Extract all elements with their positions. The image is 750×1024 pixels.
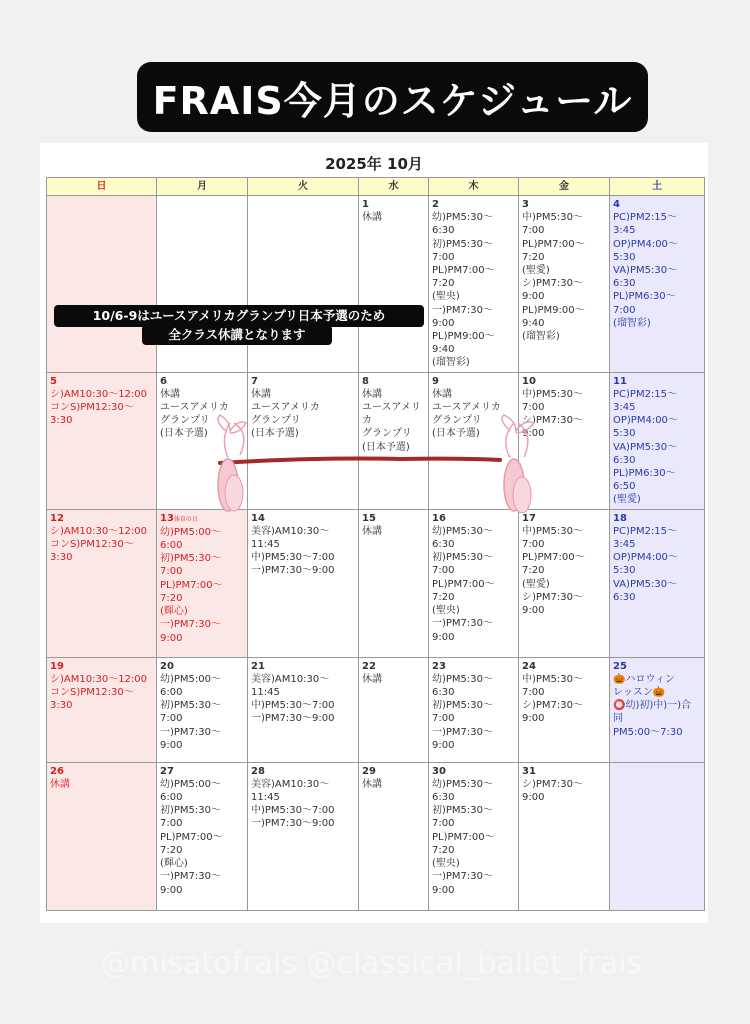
schedule-entry: ユースアメリ xyxy=(362,402,421,414)
schedule-entry: ユースアメリカ xyxy=(160,402,229,414)
schedule-entry: OP)PM4:00〜 xyxy=(613,238,678,250)
day-number: 28 xyxy=(251,765,265,777)
schedule-entry: 9:00 xyxy=(160,739,183,751)
calendar-day-cell xyxy=(610,372,705,509)
day-number: 20 xyxy=(160,660,174,672)
day-number: 31 xyxy=(522,765,536,777)
schedule-entry: (瑠智彩) xyxy=(432,357,470,369)
schedule-entry: (聖愛) xyxy=(522,578,550,590)
schedule-entry: PL)PM9:00〜 xyxy=(522,304,585,316)
schedule-entry: 6:00 xyxy=(160,687,183,699)
schedule-entry: PL)PM7:00〜 xyxy=(522,552,585,564)
schedule-entry: 7:20 xyxy=(432,591,455,603)
calendar-week-row xyxy=(47,762,705,910)
schedule-entry: PC)PM2:15〜 xyxy=(613,212,678,224)
schedule-entry: 11:45 xyxy=(251,792,280,804)
schedule-entry: 7:20 xyxy=(160,844,183,856)
schedule-entry: 5:30 xyxy=(613,565,636,577)
page-title: FRAIS今月のスケジュール xyxy=(137,62,648,132)
schedule-entry: 3:30 xyxy=(50,415,73,427)
calendar-day-cell xyxy=(157,762,248,910)
schedule-entry: PL)PM7:00〜 xyxy=(522,238,585,250)
schedule-entry: 休講 xyxy=(362,673,382,685)
schedule-entry: グランプリ xyxy=(362,428,412,440)
calendar-day-cell xyxy=(519,762,610,910)
schedule-entry: PL)PM7:00〜 xyxy=(432,578,495,590)
schedule-entry: 3:45 xyxy=(613,402,636,414)
calendar-day-cell xyxy=(248,196,359,373)
calendar-day-cell xyxy=(47,196,157,373)
calendar-day-cell xyxy=(248,762,359,910)
schedule-entry: (輝心) xyxy=(160,606,188,618)
schedule-entry: 7:00 xyxy=(432,818,455,830)
schedule-entry: 初)PM5:30〜 xyxy=(160,700,222,712)
schedule-entry: PL)PM7:00〜 xyxy=(432,265,495,277)
schedule-entry: 6:30 xyxy=(432,792,455,804)
pointe-shoe-right-icon xyxy=(470,413,550,513)
schedule-entry: (聖愛) xyxy=(613,494,641,506)
day-number: 16 xyxy=(432,512,446,524)
calendar-day-cell xyxy=(610,657,705,762)
day-number: 22 xyxy=(362,660,376,672)
schedule-entry: 幼)PM5:30〜 xyxy=(432,212,494,224)
schedule-entry: 7:00 xyxy=(160,566,183,578)
schedule-entry: 7:20 xyxy=(160,592,183,604)
schedule-entry: VA)PM5:30〜 xyxy=(613,265,678,277)
schedule-entry: コンS)PM12:30〜 xyxy=(50,539,134,551)
schedule-entry: 一)PM7:30〜 xyxy=(432,618,494,630)
schedule-entry: 7:20 xyxy=(432,278,455,290)
schedule-entry: 3:45 xyxy=(613,539,636,551)
schedule-entry: コンS)PM12:30〜 xyxy=(50,402,134,414)
schedule-entry: 美容)AM10:30〜 xyxy=(251,778,330,790)
schedule-entry: PL)PM7:00〜 xyxy=(160,831,223,843)
schedule-entry: 7:00 xyxy=(522,687,545,699)
calendar-day-cell xyxy=(47,509,157,657)
schedule-entry: (瑠智彩) xyxy=(613,317,651,329)
schedule-entry: PL)PM7:00〜 xyxy=(160,579,223,591)
schedule-entry: 中)PM5:30〜 xyxy=(522,212,584,224)
schedule-entry: 一)PM7:30〜 xyxy=(432,871,494,883)
schedule-entry: 11:45 xyxy=(251,539,280,551)
schedule-entry: 7:00 xyxy=(432,565,455,577)
calendar-day-cell xyxy=(359,657,429,762)
schedule-entry: 9:00 xyxy=(522,428,545,440)
schedule-entry: シ)PM7:30〜 xyxy=(522,778,584,790)
day-number: 17 xyxy=(522,512,536,524)
schedule-entry: 休講 xyxy=(362,525,382,537)
calendar-day-cell xyxy=(610,762,705,910)
schedule-entry: 一)PM7:30〜9:00 xyxy=(251,565,335,577)
calendar-day-cell xyxy=(610,196,705,373)
schedule-entry: 初)PM5:30〜 xyxy=(432,700,494,712)
schedule-entry: 休講 xyxy=(160,388,180,400)
schedule-entry: グランプリ xyxy=(432,415,482,427)
schedule-entry: 9:00 xyxy=(522,605,545,617)
schedule-entry: シ)PM7:30〜 xyxy=(522,700,584,712)
schedule-entry: シ)PM7:30〜 xyxy=(522,591,584,603)
calendar-day-cell xyxy=(429,657,519,762)
schedule-entry: ⭕幼)初)中)一)合 xyxy=(613,700,692,712)
notice-line2: 全クラス休講となります xyxy=(142,325,332,345)
schedule-entry: 7:20 xyxy=(522,251,545,263)
day-number: 11 xyxy=(613,375,627,387)
weekday-header: 土 xyxy=(610,178,705,196)
day-number: 15 xyxy=(362,512,376,524)
schedule-entry: シ)AM10:30〜12:00 xyxy=(50,525,148,537)
day-number: 5 xyxy=(50,375,57,387)
schedule-entry: 初)PM5:30〜 xyxy=(432,552,494,564)
schedule-entry: 休講 xyxy=(251,388,271,400)
day-number: 23 xyxy=(432,660,446,672)
schedule-entry: 美容)AM10:30〜 xyxy=(251,673,330,685)
schedule-entry: 9:00 xyxy=(432,739,455,751)
schedule-entry: 休講 xyxy=(362,388,382,400)
schedule-entry: 初)PM5:30〜 xyxy=(160,553,222,565)
calendar-day-cell xyxy=(157,196,248,373)
calendar-day-cell xyxy=(610,509,705,657)
weekday-header: 木 xyxy=(429,178,519,196)
schedule-entry: 9:00 xyxy=(432,631,455,643)
schedule-entry: 3:45 xyxy=(613,225,636,237)
day-number: 7 xyxy=(251,375,258,387)
calendar-title: 2025年 10月 xyxy=(325,155,423,173)
schedule-entry: 中)PM5:30〜7:00 xyxy=(251,805,335,817)
schedule-entry: 中)PM5:30〜 xyxy=(522,388,584,400)
schedule-entry: 中)PM5:30〜7:00 xyxy=(251,552,335,564)
schedule-entry: 幼)PM5:00〜 xyxy=(160,673,222,685)
day-number: 10 xyxy=(522,375,536,387)
schedule-entry: (日本予選) xyxy=(251,428,299,440)
schedule-entry: 6:30 xyxy=(432,225,455,237)
schedule-entry: 初)PM5:30〜 xyxy=(160,805,222,817)
calendar-week-row xyxy=(47,509,705,657)
schedule-entry: ユースアメリカ xyxy=(251,402,320,414)
day-number: 13 xyxy=(160,512,174,524)
calendar-sheet xyxy=(40,143,708,923)
schedule-entry: 6:00 xyxy=(160,540,183,552)
schedule-entry: (日本予選) xyxy=(432,428,480,440)
day-number: 12 xyxy=(50,512,64,524)
pointe-shoe-left-icon xyxy=(200,413,270,513)
schedule-entry: PC)PM2:15〜 xyxy=(613,525,678,537)
schedule-entry: 休講 xyxy=(362,778,382,790)
schedule-entry: 7:00 xyxy=(432,713,455,725)
day-number: 1 xyxy=(362,199,369,210)
weekday-header: 日 xyxy=(47,178,157,196)
day-number: 21 xyxy=(251,660,265,672)
schedule-entry: PL)PM9:00〜 xyxy=(432,331,495,343)
schedule-entry: 6:30 xyxy=(432,539,455,551)
schedule-entry: 9:00 xyxy=(160,632,183,644)
schedule-entry: 一)PM7:30〜9:00 xyxy=(251,818,335,830)
day-number: 25 xyxy=(613,660,627,672)
schedule-entry: (輝心) xyxy=(160,858,188,870)
day-number: 30 xyxy=(432,765,446,777)
calendar-day-cell xyxy=(429,196,519,373)
schedule-entry: 7:20 xyxy=(432,844,455,856)
schedule-entry: 中)PM5:30〜7:00 xyxy=(251,700,335,712)
schedule-entry: 幼)PM5:30〜 xyxy=(432,525,494,537)
schedule-entry: シ)PM7:30〜 xyxy=(522,278,584,290)
schedule-entry: 6:30 xyxy=(432,687,455,699)
watermark: @misatofrais @classical_ballet_frais xyxy=(100,946,643,981)
schedule-entry: 7:00 xyxy=(160,713,183,725)
day-number: 2 xyxy=(432,199,439,210)
schedule-entry: VA)PM5:30〜 xyxy=(613,578,678,590)
schedule-entry: 一)PM7:30〜 xyxy=(160,619,222,631)
calendar-grid xyxy=(46,177,705,911)
day-number: 26 xyxy=(50,765,64,777)
schedule-entry: 9:00 xyxy=(522,713,545,725)
schedule-entry: 5:30 xyxy=(613,428,636,440)
calendar-day-cell xyxy=(157,509,248,657)
calendar-day-cell xyxy=(519,196,610,373)
calendar-day-cell xyxy=(519,509,610,657)
schedule-entry: 🎃ハロウィン xyxy=(613,673,675,685)
schedule-entry: 休講 xyxy=(432,388,452,400)
schedule-entry: (聖央) xyxy=(432,605,460,617)
schedule-entry: 7:00 xyxy=(613,304,636,316)
schedule-entry: 9:00 xyxy=(432,884,455,896)
schedule-entry: 幼)PM5:00〜 xyxy=(160,778,222,790)
schedule-entry: 中)PM5:30〜 xyxy=(522,673,584,685)
schedule-entry: 幼)PM5:00〜 xyxy=(160,526,222,538)
schedule-entry: 7:00 xyxy=(160,818,183,830)
schedule-entry: 3:30 xyxy=(50,552,73,564)
notice-line1: 10/6-9はユースアメリカグランプリ日本予選のため xyxy=(54,305,424,327)
schedule-entry: グランプリ xyxy=(251,415,301,427)
schedule-entry: 9:40 xyxy=(432,344,455,356)
day-number: 29 xyxy=(362,765,376,777)
day-number: 6 xyxy=(160,375,167,387)
schedule-entry: ユースアメリカ xyxy=(432,402,501,414)
calendar-week-row xyxy=(47,657,705,762)
schedule-entry: 6:30 xyxy=(613,591,636,603)
calendar-day-cell xyxy=(429,762,519,910)
schedule-entry: 同 xyxy=(613,713,623,725)
schedule-entry: PM5:00〜7:30 xyxy=(613,726,683,738)
calendar-day-cell xyxy=(429,509,519,657)
schedule-entry: 一)PM7:30〜 xyxy=(432,726,494,738)
weekday-header: 水 xyxy=(359,178,429,196)
calendar-day-cell xyxy=(248,657,359,762)
schedule-entry: 一)PM7:30〜9:00 xyxy=(251,713,335,725)
calendar-week-row xyxy=(47,196,705,373)
schedule-entry: 9:00 xyxy=(522,792,545,804)
schedule-entry: シ)AM10:30〜12:00 xyxy=(50,673,148,685)
schedule-entry: PL)PM6:30〜 xyxy=(613,468,676,480)
schedule-entry: OP)PM4:00〜 xyxy=(613,552,678,564)
schedule-entry: PL)PM6:30〜 xyxy=(613,291,676,303)
day-number: 18 xyxy=(613,512,627,524)
schedule-entry: 一)PM7:30〜 xyxy=(160,726,222,738)
schedule-entry: (瑠智彩) xyxy=(522,331,560,343)
schedule-entry: 9:00 xyxy=(160,884,183,896)
schedule-entry: 7:00 xyxy=(522,539,545,551)
schedule-entry: グランプリ xyxy=(160,415,210,427)
schedule-entry: シ)PM7:30〜 xyxy=(522,415,584,427)
schedule-entry: 7:20 xyxy=(522,565,545,577)
schedule-entry: (日本予選) xyxy=(362,441,410,453)
schedule-entry: OP)PM4:00〜 xyxy=(613,415,678,427)
day-number: 9 xyxy=(432,375,439,387)
calendar-day-cell xyxy=(157,657,248,762)
schedule-entry: レッスン🎃 xyxy=(613,687,666,699)
schedule-entry: 6:00 xyxy=(160,792,183,804)
day-number: 8 xyxy=(362,375,369,387)
weekday-header: 金 xyxy=(519,178,610,196)
schedule-entry: (聖央) xyxy=(432,858,460,870)
schedule-entry: コンS)PM12:30〜 xyxy=(50,687,134,699)
schedule-entry: 幼)PM5:30〜 xyxy=(432,673,494,685)
calendar-day-cell xyxy=(359,509,429,657)
calendar-day-cell xyxy=(359,762,429,910)
weekday-header-row xyxy=(47,178,705,196)
schedule-entry: 美容)AM10:30〜 xyxy=(251,525,330,537)
schedule-entry: 9:00 xyxy=(432,317,455,329)
schedule-entry: カ xyxy=(362,415,372,427)
schedule-entry: 休講 xyxy=(362,212,382,224)
schedule-entry: (聖央) xyxy=(432,291,460,303)
schedule-entry: 7:00 xyxy=(522,225,545,237)
schedule-entry: 幼)PM5:30〜 xyxy=(432,778,494,790)
schedule-entry: VA)PM5:30〜 xyxy=(613,441,678,453)
schedule-entry: PC)PM2:15〜 xyxy=(613,388,678,400)
schedule-entry: 7:00 xyxy=(432,251,455,263)
calendar-day-cell xyxy=(47,372,157,509)
schedule-entry: 一)PM7:30〜 xyxy=(432,304,494,316)
schedule-entry: 初)PM5:30〜 xyxy=(432,238,494,250)
calendar-day-cell xyxy=(519,657,610,762)
schedule-entry: 中)PM5:30〜 xyxy=(522,525,584,537)
schedule-entry: 7:00 xyxy=(522,402,545,414)
day-number: 27 xyxy=(160,765,174,777)
calendar-day-cell xyxy=(47,762,157,910)
day-number: 24 xyxy=(522,660,536,672)
schedule-entry: 9:40 xyxy=(522,317,545,329)
day-number: 19 xyxy=(50,660,64,672)
weekday-header: 火 xyxy=(248,178,359,196)
calendar-day-cell xyxy=(248,509,359,657)
schedule-entry: 9:00 xyxy=(522,291,545,303)
schedule-entry: 6:50 xyxy=(613,481,636,493)
schedule-entry: 初)PM5:30〜 xyxy=(432,805,494,817)
schedule-entry: 6:30 xyxy=(613,278,636,290)
schedule-entry: シ)AM10:30〜12:00 xyxy=(50,388,148,400)
holiday-tag: 体育の日 xyxy=(173,515,198,523)
calendar-day-cell xyxy=(359,196,429,373)
weekday-header: 月 xyxy=(157,178,248,196)
day-number: 14 xyxy=(251,512,265,524)
schedule-entry: 休講 xyxy=(50,778,70,790)
schedule-entry: (聖愛) xyxy=(522,265,550,277)
schedule-entry: 11:45 xyxy=(251,687,280,699)
schedule-entry: 5:30 xyxy=(613,251,636,263)
schedule-entry: 一)PM7:30〜 xyxy=(160,871,222,883)
schedule-entry: PL)PM7:00〜 xyxy=(432,831,495,843)
schedule-entry: (日本予選) xyxy=(160,428,208,440)
calendar-day-cell xyxy=(47,657,157,762)
schedule-entry: 3:30 xyxy=(50,700,73,712)
schedule-entry: 6:30 xyxy=(613,454,636,466)
day-number: 4 xyxy=(613,199,620,210)
day-number: 3 xyxy=(522,199,529,210)
